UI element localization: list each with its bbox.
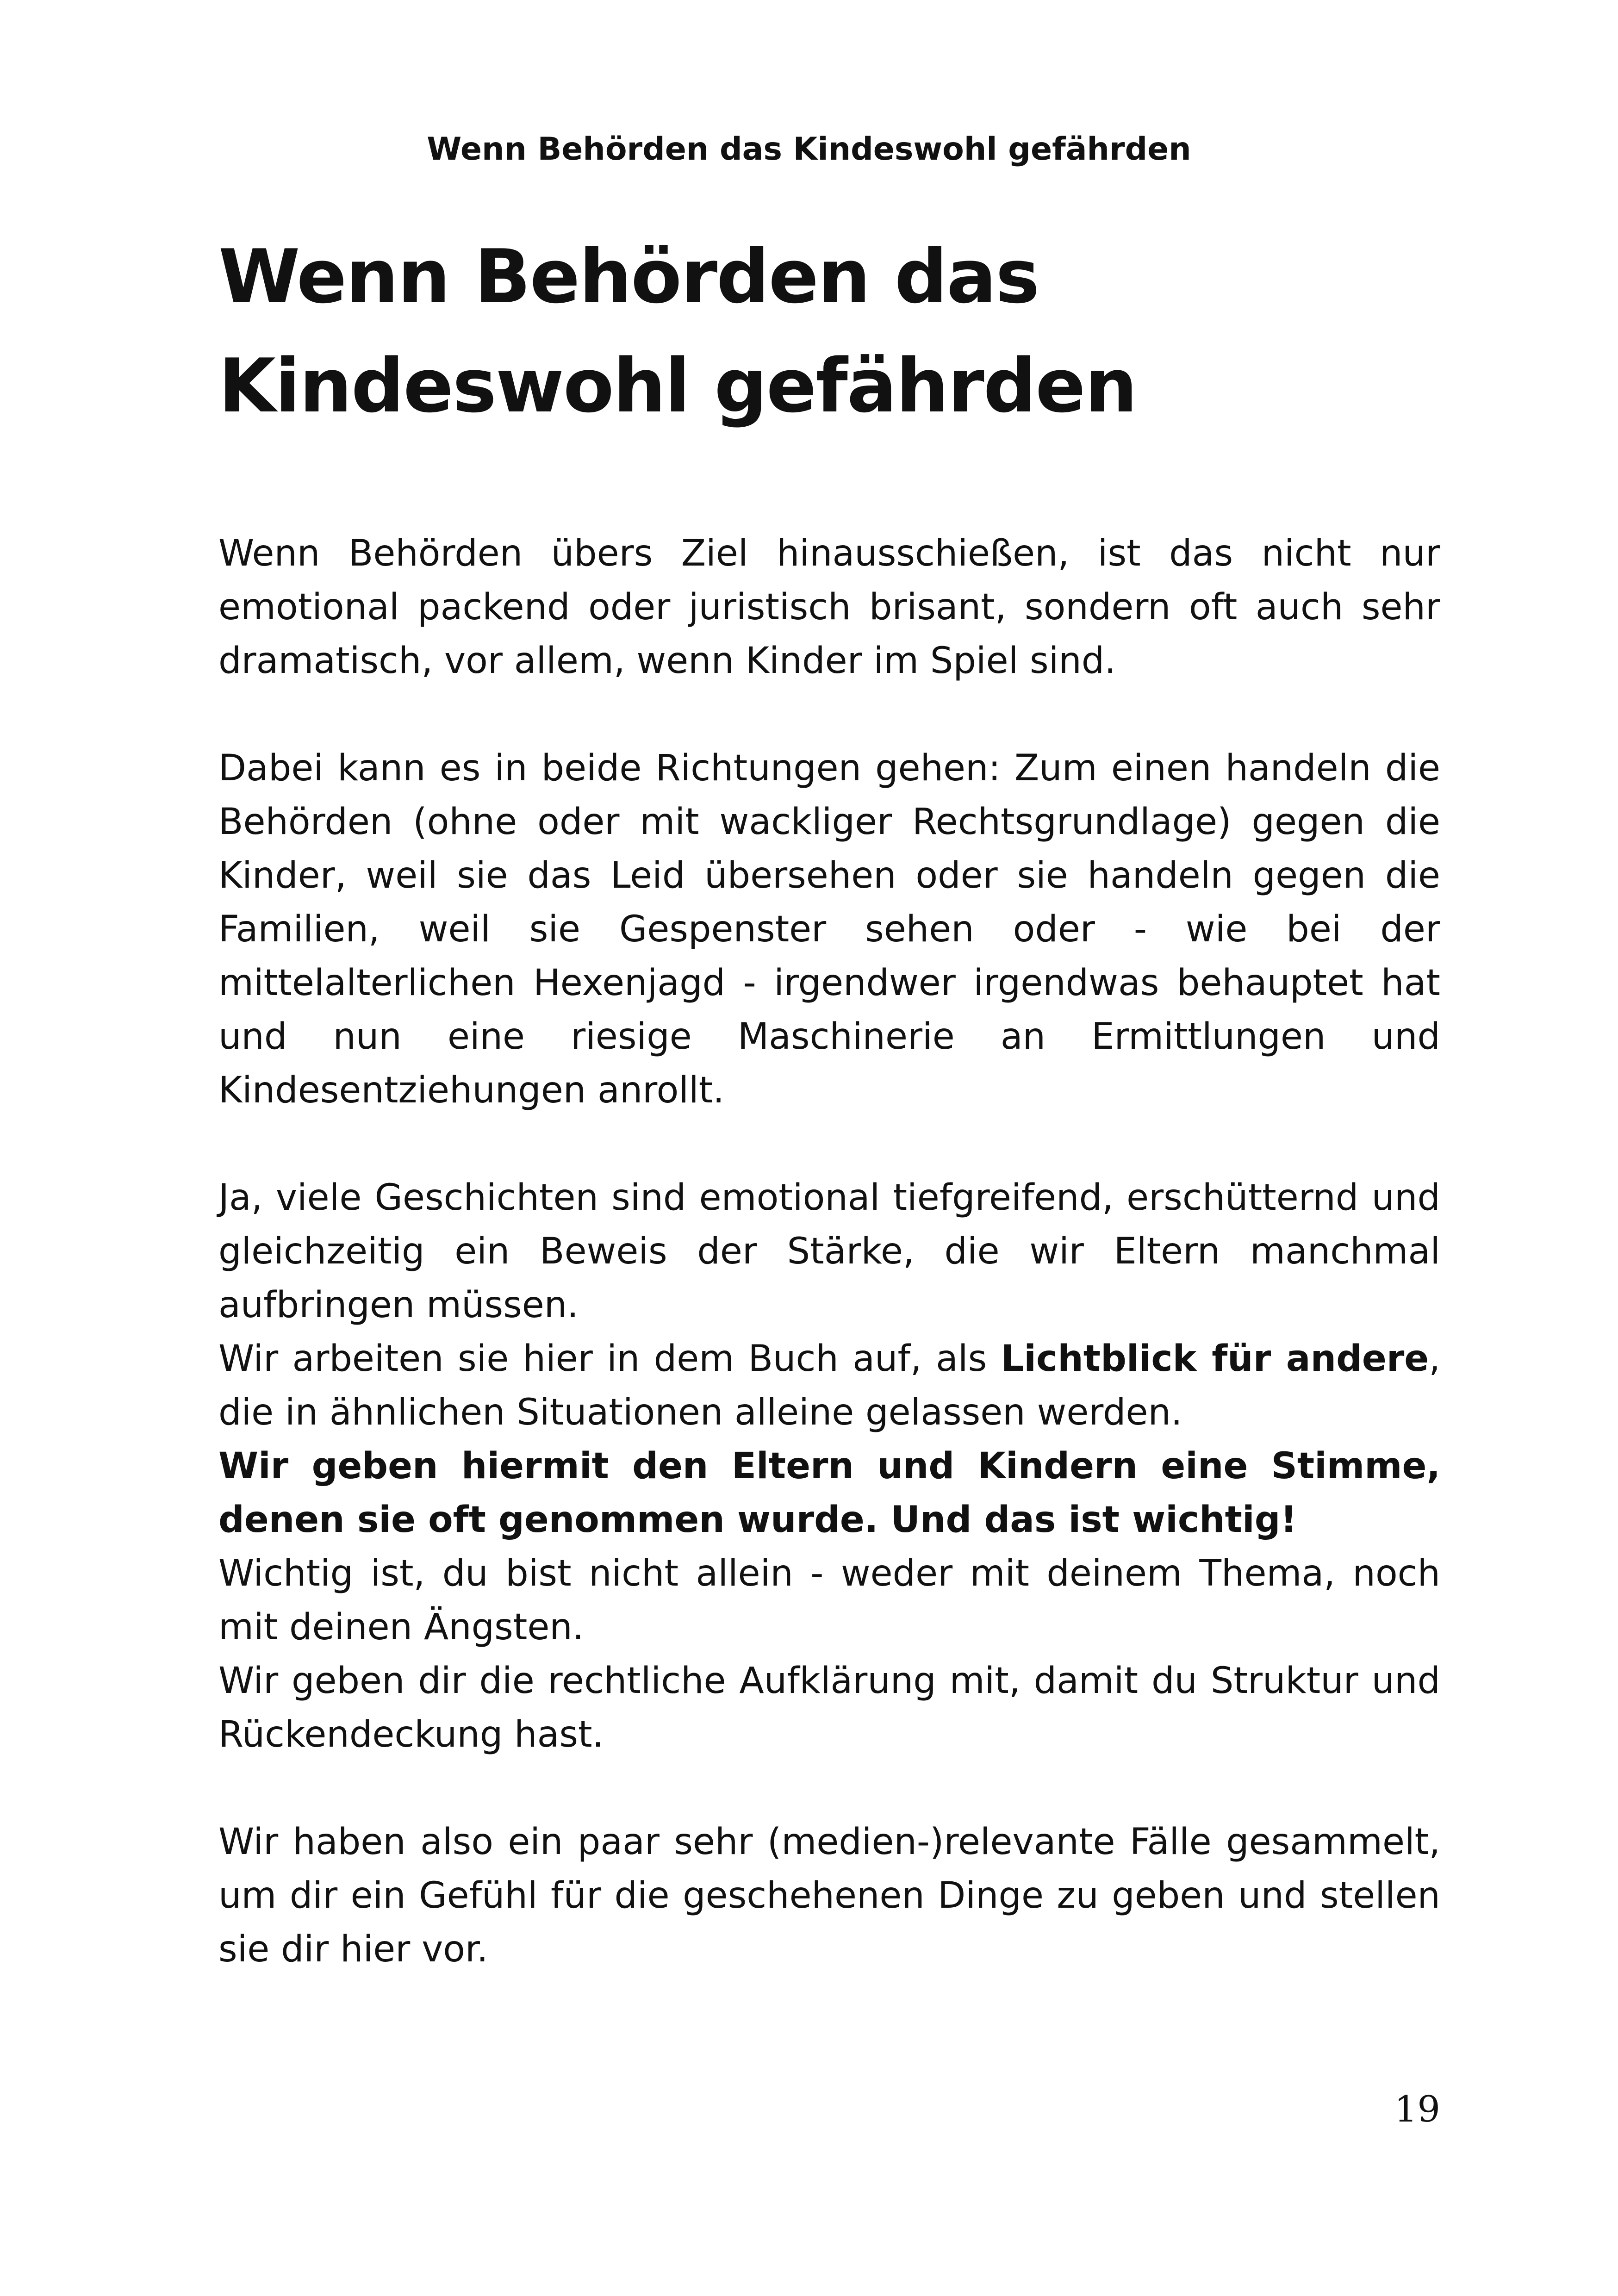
paragraph-voice-statement: [218, 1439, 1440, 1547]
chapter-title: [218, 222, 1440, 441]
paragraph-cases: Wir haben also ein paar sehr (medien-)relevante Fälle gesammelt, um dir ein Gefühl für die geschehenen Dinge zu geben und stellen sie dir hier vor.: [218, 1821, 1440, 1970]
paragraph-book-purpose-end: , die in ähnlichen Situationen alleine gelassen werden.: [218, 1338, 1440, 1433]
paragraph-book-purpose-start: Wir arbeiten sie hier in dem Buch auf, als: [218, 1338, 1001, 1380]
paragraph-intro: Wenn Behörden übers Ziel hinausschießen, ist das nicht nur emotional packend oder juristisch brisant, sondern oft auch sehr dramatisch, vor allem, wenn Kinder im Spiel sind.: [218, 533, 1440, 682]
highlight-lichtblick: Lichtblick für andere: [1001, 1338, 1429, 1380]
paragraph-book-purpose: [218, 1332, 1440, 1439]
paragraph-directions: Dabei kann es in beide Richtungen gehen: Zum einen handeln die Behörden (ohne oder mit wackliger Rechtsgrundlage) gegen die Kinder, weil sie das Leid übersehen oder sie handeln gegen die Familien, weil sie Gespenster sehen oder - wie bei der mittelalterlichen Hexenjagd - irgendwer irgendwas behauptet hat und nun eine riesige Maschinerie an Ermittlungen und Kindesentziehungen anrollt.: [218, 747, 1440, 1111]
chapter-title-line-2: Kindeswohl gefährden: [218, 342, 1137, 429]
body-text: [218, 527, 1440, 1976]
voice-statement-bold: Wir geben hiermit den Eltern und Kindern eine Stimme, denen sie oft genommen wurde. Und das ist wichtig!: [218, 1445, 1440, 1541]
chapter-title-line-1: Wenn Behörden das: [218, 233, 1039, 320]
paragraph-legal-info: Wir geben dir die rechtliche Aufklärung mit, damit du Struktur und Rückendeckung hast.: [218, 1660, 1440, 1755]
paragraph-not-alone: Wichtig ist, du bist nicht allein - weder mit deinem Thema, noch mit deinen Ängsten.: [218, 1553, 1440, 1648]
running-header: Wenn Behörden das Kindeswohl gefährden: [427, 131, 1191, 168]
page-number: 19: [1394, 2089, 1440, 2130]
paragraph-stories: Ja, viele Geschichten sind emotional tiefgreifend, erschütternd und gleichzeitig ein Beweis der Stärke, die wir Eltern manchmal aufbringen müssen.: [218, 1177, 1440, 1326]
